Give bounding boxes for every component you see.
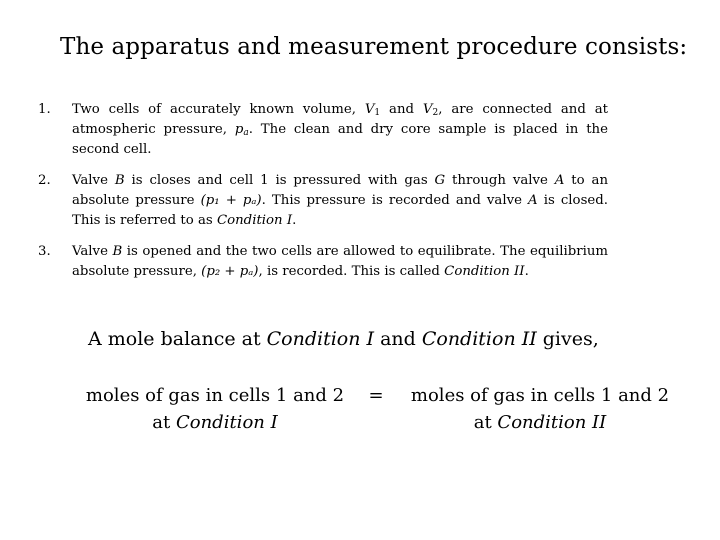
item-text: Two cells of accurately known volume, $V_1$ and $V_2$, are connected and at atmospheric pressure, $p_a$. The clean and dry core sample is placed in the second cell.: [72, 102, 608, 157]
list-item: [38, 100, 608, 160]
item-number: 2.: [38, 173, 51, 188]
equation-right-side: moles of gas in cells 1 and 2 at Condition II: [410, 385, 670, 433]
procedure-list: [38, 100, 608, 293]
equation-left-side: moles of gas in cells 1 and 2 at Condition I: [85, 385, 345, 433]
list-item: [38, 242, 608, 282]
mole-balance-statement: A mole balance at Condition I and Condition II gives,: [88, 328, 599, 350]
item-text: Valve B is closes and cell 1 is pressured with gas G through valve A to an absolute pressure (p₁ + pₐ). This pressure is recorded and valve A is closed. This is referred to as Condition I.: [72, 173, 609, 228]
slide-title: The apparatus and measurement procedure consists:: [60, 34, 688, 60]
pressure-formula: (p₁ + pₐ): [200, 193, 262, 208]
pressure-formula: (p₂ + pₐ): [201, 264, 259, 279]
list-item: [38, 171, 608, 231]
equals-sign: =: [368, 385, 384, 406]
item-number: 1.: [38, 102, 51, 117]
item-number: 3.: [38, 244, 51, 259]
item-text: Valve B is opened and the two cells are allowed to equilibrate. The equilibrium absolute pressure, (p₂ + pₐ), is recorded. This is called Condition II.: [72, 244, 608, 279]
